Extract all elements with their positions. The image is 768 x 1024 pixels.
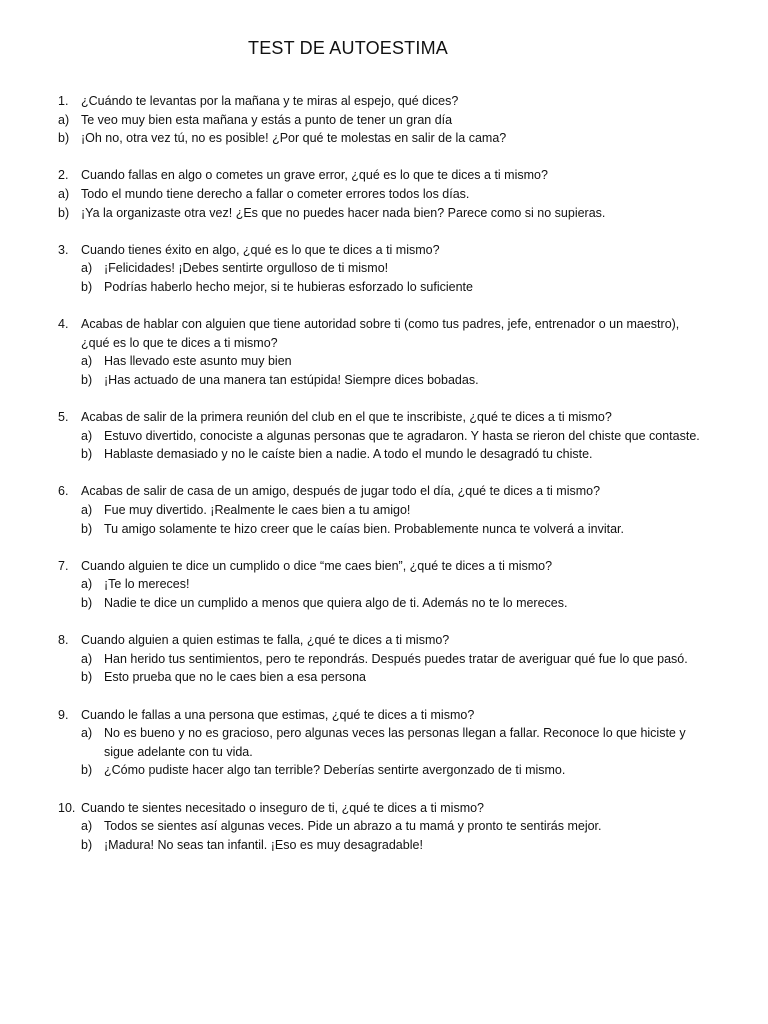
option-marker: a): [58, 112, 70, 127]
option-text: Todos se sientes así algunas veces. Pide un abrazo a tu mamá y pronto te sentirás mejor.: [104, 819, 602, 834]
option-marker: b): [81, 670, 93, 685]
answer-option: [58, 111, 708, 130]
question-number: 3.: [58, 242, 69, 257]
question-6: [58, 482, 708, 538]
answer-option: [58, 594, 708, 613]
answer-option: [58, 575, 708, 594]
question-row: [58, 706, 708, 725]
question-text: Cuando tienes éxito en algo, ¿qué es lo que te dices a ti mismo?: [81, 242, 440, 257]
question-text: Cuando alguien te dice un cumplido o dice “me caes bien”, ¿qué te dices a ti mismo?: [81, 558, 553, 573]
option-marker: b): [81, 279, 93, 294]
option-marker: b): [81, 447, 93, 462]
question-8: [58, 631, 708, 687]
answer-option: [58, 501, 708, 520]
question-1: [58, 92, 708, 148]
question-2: [58, 166, 708, 222]
question-row: [58, 408, 708, 427]
option-marker: b): [81, 521, 93, 536]
option-text: No es bueno y no es gracioso, pero algunas veces las personas llegan a fallar. Reconoce lo que hiciste y sigue adelante con tu vida.: [104, 726, 686, 759]
answer-option: [58, 817, 708, 836]
question-text: Acabas de salir de la primera reunión del club en el que te inscribiste, ¿qué te dices a ti mismo?: [81, 410, 612, 425]
answer-option: [58, 278, 708, 297]
question-row: [58, 557, 708, 576]
question-10: [58, 799, 708, 855]
answer-option: [58, 724, 708, 761]
question-5: [58, 408, 708, 464]
question-text: Acabas de hablar con alguien que tiene autoridad sobre ti (como tus padres, jefe, entrenador o un maestro), ¿qué es lo que te dices a ti mismo?: [81, 317, 680, 350]
question-number: 2.: [58, 168, 69, 183]
option-marker: a): [58, 186, 70, 201]
option-marker: b): [81, 763, 93, 778]
option-text: Fue muy divertido. ¡Realmente le caes bien a tu amigo!: [104, 503, 411, 518]
option-text: Nadie te dice un cumplido a menos que quiera algo de ti. Además no te lo mereces.: [104, 596, 568, 611]
answer-option: [58, 204, 708, 223]
answer-option: [58, 352, 708, 371]
answer-option: [58, 185, 708, 204]
question-number: 10.: [58, 800, 76, 815]
answer-option: [58, 650, 708, 669]
question-9: [58, 706, 708, 780]
option-marker: b): [58, 131, 70, 146]
question-3: [58, 241, 708, 297]
question-row: [58, 241, 708, 260]
option-text: Te veo muy bien esta mañana y estás a punto de tener un gran día: [81, 112, 453, 127]
question-number: 4.: [58, 317, 69, 332]
option-marker: b): [81, 837, 93, 852]
option-text: ¡Madura! No seas tan infantil. ¡Eso es muy desagradable!: [104, 837, 423, 852]
question-text: ¿Cuándo te levantas por la mañana y te miras al espejo, qué dices?: [81, 94, 459, 108]
answer-option: [58, 761, 708, 780]
option-text: Tu amigo solamente te hizo creer que le caías bien. Probablemente nunca te volverá a invitar.: [104, 521, 624, 536]
question-text: Acabas de salir de casa de un amigo, después de jugar todo el día, ¿qué te dices a ti mismo?: [81, 484, 601, 499]
question-text: Cuando fallas en algo o cometes un grave error, ¿qué es lo que te dices a ti mismo?: [81, 168, 548, 183]
option-text: Podrías haberlo hecho mejor, si te hubieras esforzado lo suficiente: [104, 279, 473, 294]
question-row: [58, 92, 708, 111]
option-text: Todo el mundo tiene derecho a fallar o cometer errores todos los días.: [81, 186, 470, 201]
option-marker: a): [81, 577, 93, 592]
question-text: Cuando alguien a quien estimas te falla, ¿qué te dices a ti mismo?: [81, 633, 450, 648]
option-text: ¡Has actuado de una manera tan estúpida! Siempre dices bobadas.: [104, 372, 479, 387]
answer-option: [58, 668, 708, 687]
question-row: [58, 799, 708, 818]
answer-option: [58, 445, 708, 464]
option-text: ¡Oh no, otra vez tú, no es posible! ¿Por qué te molestas en salir de la cama?: [81, 131, 507, 146]
option-text: ¡Te lo mereces!: [104, 577, 190, 592]
option-marker: a): [81, 354, 93, 369]
option-marker: a): [81, 651, 93, 666]
question-row: [58, 482, 708, 501]
option-text: ¡Felicidades! ¡Debes sentirte orgulloso de ti mismo!: [104, 261, 389, 276]
option-text: Has llevado este asunto muy bien: [104, 354, 292, 369]
question-number: 1.: [58, 94, 69, 108]
option-marker: b): [58, 205, 70, 220]
option-text: Estuvo divertido, conociste a algunas personas que te agradaron. Y hasta se rieron del chiste que contaste.: [104, 428, 700, 443]
answer-option: [58, 520, 708, 539]
question-4: [58, 315, 708, 389]
question-number: 7.: [58, 558, 69, 573]
option-text: Han herido tus sentimientos, pero te repondrás. Después puedes tratar de averiguar qué fue lo que pasó.: [104, 651, 688, 666]
answer-option: [58, 129, 708, 148]
option-marker: b): [81, 596, 93, 611]
answer-option: [58, 836, 708, 855]
answer-option: [58, 427, 708, 446]
question-text: Cuando te sientes necesitado o inseguro de ti, ¿qué te dices a ti mismo?: [81, 800, 485, 815]
answer-option: [58, 259, 708, 278]
page-title: TEST DE AUTOESTIMA: [248, 38, 448, 58]
option-marker: b): [81, 372, 93, 387]
question-list: [58, 92, 708, 873]
question-number: 8.: [58, 633, 69, 648]
question-text: Cuando le fallas a una persona que estimas, ¿qué te dices a ti mismo?: [81, 707, 475, 722]
question-number: 9.: [58, 707, 69, 722]
option-text: ¡Ya la organizaste otra vez! ¿Es que no puedes hacer nada bien? Parece como si no supieras.: [81, 205, 606, 220]
option-marker: a): [81, 261, 93, 276]
option-text: Hablaste demasiado y no le caíste bien a nadie. A todo el mundo le desagradó tu chiste.: [104, 447, 593, 462]
question-row: [58, 315, 708, 352]
option-marker: a): [81, 819, 93, 834]
option-marker: a): [81, 428, 93, 443]
option-marker: a): [81, 726, 93, 741]
option-text: Esto prueba que no le caes bien a esa persona: [104, 670, 366, 685]
option-marker: a): [81, 503, 93, 518]
question-7: [58, 557, 708, 613]
question-row: [58, 166, 708, 185]
option-text: ¿Cómo pudiste hacer algo tan terrible? Deberías sentirte avergonzado de ti mismo.: [104, 763, 566, 778]
answer-option: [58, 371, 708, 390]
question-row: [58, 631, 708, 650]
question-number: 6.: [58, 484, 69, 499]
question-number: 5.: [58, 410, 69, 425]
